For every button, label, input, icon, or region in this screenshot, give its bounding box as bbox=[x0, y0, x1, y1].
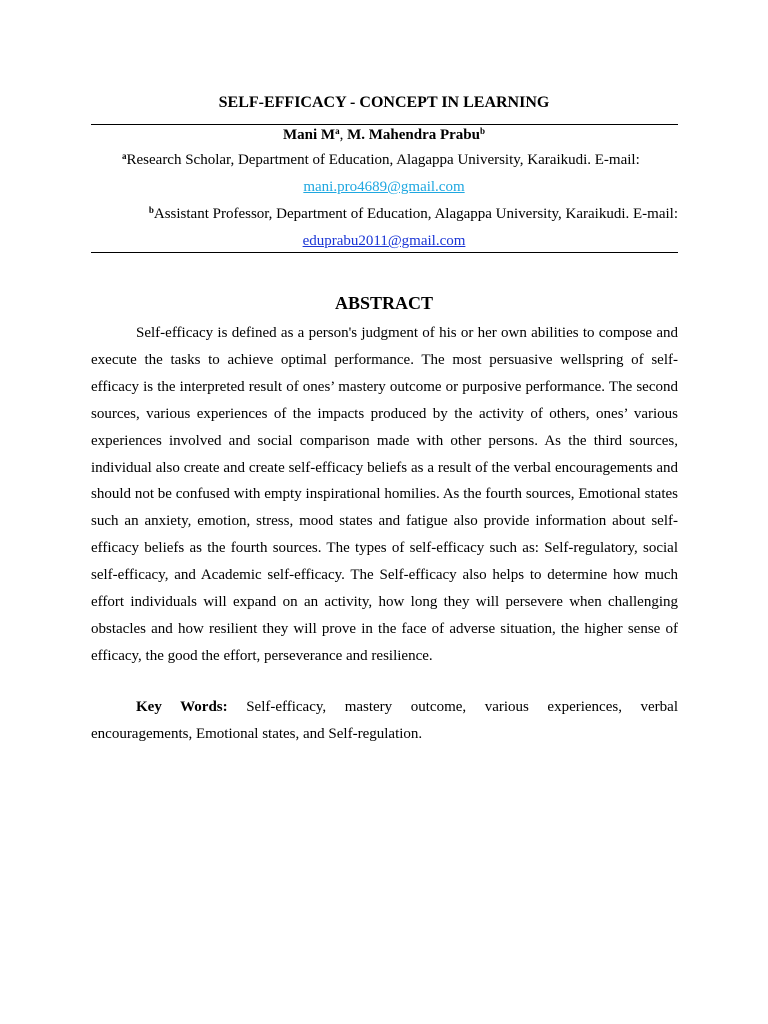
keywords-paragraph bbox=[91, 694, 678, 748]
author-2-name: M. Mahendra Prabu bbox=[347, 127, 480, 143]
keywords-label: Key Words: bbox=[136, 699, 228, 715]
email-link-b[interactable]: eduprabu2011@gmail.com bbox=[302, 233, 466, 249]
affiliation-a-sup: a bbox=[122, 151, 127, 161]
author-2-sup: b bbox=[479, 126, 485, 136]
affiliation-b bbox=[91, 206, 678, 223]
author-1-sup: a bbox=[335, 126, 340, 136]
paper-title: SELF-EFFICACY - CONCEPT IN LEARNING bbox=[218, 94, 550, 111]
header-bottom-rule bbox=[91, 252, 678, 253]
abstract-heading: ABSTRACT bbox=[334, 293, 434, 313]
affiliation-b-sup: b bbox=[148, 205, 154, 215]
email-link-a[interactable]: mani.pro4689@gmail.com bbox=[303, 179, 465, 195]
affiliation-a bbox=[122, 152, 682, 169]
keywords-first-line: Self-efficacy, mastery outcome, various experiences, verbal bbox=[246, 699, 678, 715]
author-line bbox=[0, 127, 768, 144]
title-rule bbox=[91, 124, 678, 125]
author-separator: , bbox=[339, 127, 348, 143]
affiliation-b-text: Assistant Professor, Department of Education, Alagappa University, Karaikudi. E-mail: bbox=[153, 206, 678, 222]
keywords-rest: encouragements, Emotional states, and Self-regulation. bbox=[91, 725, 423, 742]
affiliation-a-text: Research Scholar, Department of Education, Alagappa University, Karaikudi. E-mail: bbox=[126, 152, 640, 168]
author-1-name: Mani M bbox=[282, 127, 336, 143]
abstract-paragraph: Self-efficacy is defined as a person's judgment of his or her own abilities to compose and execute the tasks to achieve optimal performance. The most persuasive wellspring of self-efficacy is the interpreted result of ones’ mastery outcome or purposive performance. The second sources, various experiences of the impacts produced by the activity of others, ones’ various experiences involved and social comparison made with other persons. As the third sources, individual also create and create self-efficacy beliefs as a result of the verbal encouragements and should not be confused with empty inspirational homilies. As the fourth sources, Emotional states such an anxiety, emotion, stress, mood states and fatigue also provide information about self-efficacy beliefs as the fourth sources. The types of self-efficacy such as: Self-regulatory, social self-efficacy, and Academic self-efficacy. The Self-efficacy also helps to determine how much effort individuals will expand on an activity, how long they will persevere when challenging obstacles and how resilient they will prove in the face of adverse situation, the higher sense of efficacy, the good the effort, perseverance and resilience. bbox=[91, 325, 678, 664]
